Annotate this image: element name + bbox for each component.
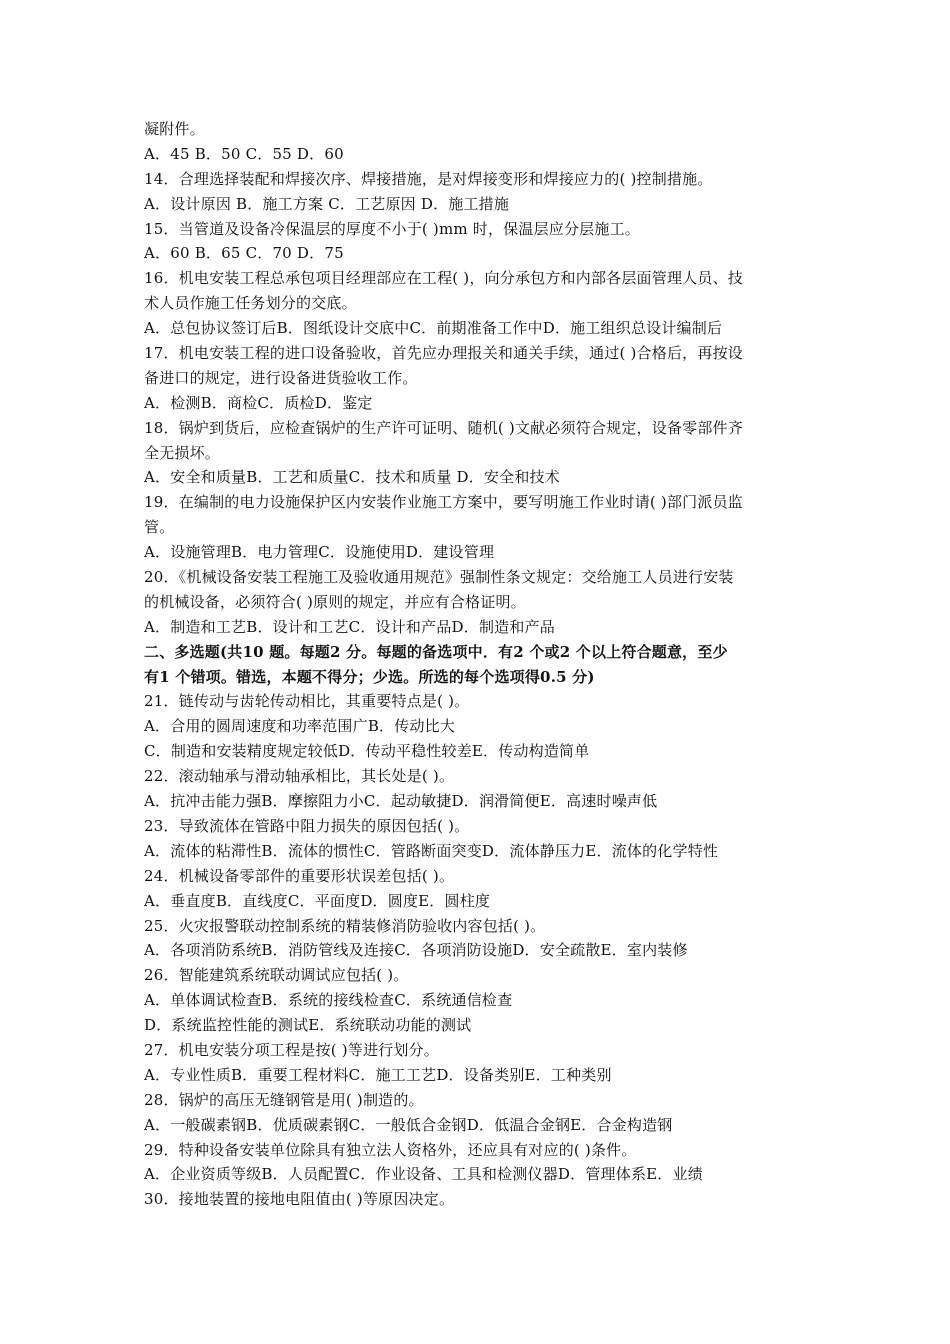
text-line: A．垂直度B．直线度C．平面度D．圆度E．圆柱度: [144, 891, 491, 910]
text-line: 17．机电安装工程的进口设备验收，首先应办理报关和通关手续，通过( )合格后，再按设: [144, 344, 743, 363]
text-line: A．制造和工艺B．设计和工艺C．设计和产品D．制造和产品: [144, 617, 555, 636]
text-line: 24．机械设备零部件的重要形状误差包括( )。: [144, 866, 455, 885]
text-line: A．一般碳素钢B．优质碳素钢C．一般低合金钢D．低温合金钢E．合金构造钢: [144, 1115, 673, 1134]
text-line: A．设计原因 B．施工方案 C．工艺原因 D．施工措施: [144, 194, 510, 213]
text-line: 15．当管道及设备冷保温层的厚度不小于( )mm 时，保温层应分层施工。: [144, 219, 640, 238]
text-line: 25．火灾报警联动控制系统的精装修消防验收内容包括( )。: [144, 916, 546, 935]
text-line: A．检测B．商检C．质检D．鉴定: [144, 393, 373, 412]
text-line: C．制造和安装精度规定较低D．传动平稳性较差E．传动构造简单: [144, 742, 590, 761]
text-line: 14．合理选择装配和焊接次序、焊接措施，是对焊接变形和焊接应力的( )控制措施。: [144, 169, 713, 188]
text-line: 22．滚动轴承与滑动轴承相比，其长处是( )。: [144, 767, 455, 786]
text-line: 30．接地装置的接地电阻值由( )等原因决定。: [144, 1190, 455, 1209]
text-line: A．45 B．50 C．55 D．60: [144, 144, 344, 163]
section-heading-line: 二、多选题(共10 题。每题2 分。每题的备选项中．有2 个或2 个以上符合题意，至少: [144, 642, 728, 661]
text-line: A．抗冲击能力强B．摩擦阻力小C．起动敏捷D．润滑简便E．高速时噪声低: [144, 792, 658, 811]
text-line: 术人员作施工任务划分的交底。: [144, 294, 357, 313]
text-line: 20．《机械设备安装工程施工及验收通用规范》强制性条文规定：交给施工人员进行安装: [144, 568, 734, 587]
text-line: 29．特种设备安装单位除具有独立法人资格外，还应具有对应的( )条件。: [144, 1140, 637, 1159]
text-line: A．流体的粘滞性B．流体的惯性C．管路断面突变D．流体静压力E．流体的化学特性: [144, 841, 719, 860]
text-line: 19．在编制的电力设施保护区内安装作业施工方案中，要写明施工作业时请( )部门派员监: [144, 493, 743, 512]
text-line: 18．锅炉到货后，应检查锅炉的生产许可证明、随机( )文献必须符合规定，设备零部件齐: [144, 418, 743, 437]
text-line: A．安全和质量B．工艺和质量C．技术和质量 D．安全和技术: [144, 468, 560, 487]
text-line: 27．机电安装分项工程是按( )等进行划分。: [144, 1040, 439, 1059]
text-line: 的机械设备，必须符合( )原则的规定，并应有合格证明。: [144, 592, 526, 611]
text-line: 备进口的规定，进行设备进货验收工作。: [144, 368, 418, 387]
text-line: 23．导致流体在管路中阻力损失的原因包括( )。: [144, 816, 470, 835]
text-line: 28．锅炉的高压无缝钢管是用( )制造的。: [144, 1090, 424, 1109]
text-line: A．60 B．65 C．70 D．75: [144, 244, 344, 263]
text-line: A．专业性质B．重要工程材料C．施工工艺D．设备类别E．工种类别: [144, 1065, 612, 1084]
text-line: A．总包协议签订后B．图纸设计交底中C．前期准备工作中D．施工组织总设计编制后: [144, 319, 723, 338]
text-line: A．单体调试检查B．系统的接线检查C．系统通信检查: [144, 991, 513, 1010]
text-line: 管。: [144, 518, 175, 537]
text-line: A．各项消防系统B．消防管线及连接C．各项消防设施D．安全疏散E．室内装修: [144, 941, 688, 960]
text-line: 全无损坏。: [144, 443, 221, 462]
text-line: 21．链传动与齿轮传动相比，其重要特点是( )。: [144, 692, 470, 711]
section-heading-line: 有1 个错项。错选，本题不得分；少选。所选的每个选项得0.5 分): [144, 667, 595, 686]
text-line: A．合用的圆周速度和功率范围广B．传动比大: [144, 717, 456, 736]
text-line: 26．智能建筑系统联动调试应包括( )。: [144, 966, 409, 985]
text-line: A．企业资质等级B．人员配置C．作业设备、工具和检测仪器D．管理体系E．业绩: [144, 1165, 703, 1184]
text-line: 凝附件。: [144, 120, 205, 138]
text-line: 16．机电安装工程总承包项目经理部应在工程( )，向分承包方和内部各层面管理人员、技: [144, 269, 743, 288]
text-line: D．系统监控性能的测试E．系统联动功能的测试: [144, 1016, 472, 1035]
text-line: A．设施管理B．电力管理C．设施使用D．建设管理: [144, 543, 495, 562]
